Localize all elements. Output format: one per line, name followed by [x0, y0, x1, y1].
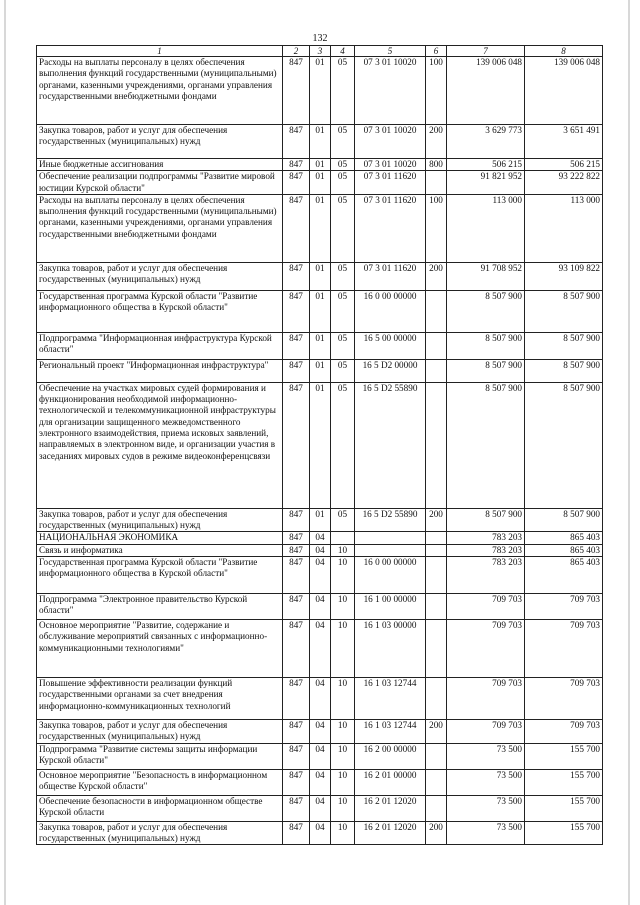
column-number-row	[37, 46, 603, 57]
cell-vr: 100	[426, 194, 447, 262]
cell-sum2: 8 507 900	[525, 382, 603, 508]
cell-ved: 847	[283, 557, 310, 594]
cell-sum2: 8 507 900	[525, 508, 603, 532]
cell-csr: 16 2 00 00000	[355, 743, 426, 769]
cell-ved: 847	[283, 720, 310, 744]
cell-csr: 16 5 D2 55890	[355, 382, 426, 508]
cell-sum2: 506 215	[525, 159, 603, 171]
table-row	[37, 290, 603, 332]
cell-pr: 05	[331, 290, 355, 332]
table-row	[37, 620, 603, 678]
cell-ved: 847	[283, 508, 310, 532]
cell-ved: 847	[283, 544, 310, 556]
cell-rz: 04	[310, 821, 331, 845]
cell-pr: 05	[331, 125, 355, 159]
cell-name: Подпрограмма "Информационная инфраструктура Курской области"	[37, 332, 283, 359]
cell-pr: 10	[331, 557, 355, 594]
table-row	[37, 720, 603, 744]
cell-sum1: 3 629 773	[447, 125, 525, 159]
cell-vr	[426, 743, 447, 769]
table-row	[37, 821, 603, 845]
cell-csr: 07 3 01 11620	[355, 171, 426, 195]
cell-vr	[426, 557, 447, 594]
table-row	[37, 359, 603, 382]
cell-sum2: 93 222 822	[525, 171, 603, 195]
cell-vr: 200	[426, 125, 447, 159]
right-scan-edge	[628, 0, 630, 905]
cell-ved: 847	[283, 678, 310, 720]
cell-name: Повышение эффективности реализации функций государственными органами за счет внедрения информационно-коммуникационных технологий	[37, 678, 283, 720]
cell-rz: 04	[310, 620, 331, 678]
cell-csr	[355, 544, 426, 556]
table-body	[37, 57, 603, 845]
cell-csr	[355, 532, 426, 544]
cell-pr: 05	[331, 194, 355, 262]
cell-sum1: 113 000	[447, 194, 525, 262]
cell-rz: 01	[310, 290, 331, 332]
col-header: 5	[355, 46, 426, 57]
cell-name: Государственная программа Курской области "Развитие информационного общества в Курской области"	[37, 290, 283, 332]
cell-rz: 04	[310, 769, 331, 795]
cell-csr: 16 5 D2 00000	[355, 359, 426, 382]
col-header: 7	[447, 46, 525, 57]
cell-csr: 07 3 01 10020	[355, 57, 426, 125]
cell-pr: 05	[331, 171, 355, 195]
cell-pr: 05	[331, 359, 355, 382]
cell-vr	[426, 795, 447, 821]
col-header: 4	[331, 46, 355, 57]
cell-name: Связь и информатика	[37, 544, 283, 556]
cell-sum1: 709 703	[447, 594, 525, 620]
cell-pr: 05	[331, 57, 355, 125]
cell-rz: 01	[310, 194, 331, 262]
cell-pr: 05	[331, 382, 355, 508]
cell-ved: 847	[283, 821, 310, 845]
cell-rz: 01	[310, 262, 331, 290]
cell-rz: 01	[310, 508, 331, 532]
cell-csr: 16 1 03 12744	[355, 720, 426, 744]
cell-name: Закупка товаров, работ и услуг для обеспечения государственных (муниципальных) нужд	[37, 508, 283, 532]
cell-sum2: 155 700	[525, 743, 603, 769]
table-row	[37, 594, 603, 620]
cell-sum2: 709 703	[525, 720, 603, 744]
table-row	[37, 557, 603, 594]
table-row	[37, 57, 603, 125]
cell-sum1: 506 215	[447, 159, 525, 171]
table-row	[37, 544, 603, 556]
cell-ved: 847	[283, 359, 310, 382]
cell-sum1: 8 507 900	[447, 332, 525, 359]
cell-name: Закупка товаров, работ и услуг для обеспечения государственных (муниципальных) нужд	[37, 125, 283, 159]
cell-csr: 07 3 01 10020	[355, 159, 426, 171]
cell-sum2: 8 507 900	[525, 290, 603, 332]
cell-sum1: 8 507 900	[447, 382, 525, 508]
cell-pr: 10	[331, 821, 355, 845]
cell-pr: 10	[331, 620, 355, 678]
left-scan-edge	[4, 0, 6, 905]
cell-ved: 847	[283, 620, 310, 678]
cell-ved: 847	[283, 332, 310, 359]
cell-sum2: 93 109 822	[525, 262, 603, 290]
cell-vr	[426, 532, 447, 544]
cell-name: Подпрограмма "Развитие системы защиты информации Курской области"	[37, 743, 283, 769]
table-row	[37, 743, 603, 769]
cell-vr: 800	[426, 159, 447, 171]
cell-csr: 07 3 01 11620	[355, 262, 426, 290]
cell-vr	[426, 678, 447, 720]
cell-sum2: 155 700	[525, 795, 603, 821]
cell-name: Закупка товаров, работ и услуг для обеспечения государственных (муниципальных) нужд	[37, 720, 283, 744]
table-row	[37, 159, 603, 171]
cell-sum1: 91 821 952	[447, 171, 525, 195]
cell-sum1: 709 703	[447, 720, 525, 744]
cell-pr: 05	[331, 332, 355, 359]
cell-sum2: 139 006 048	[525, 57, 603, 125]
cell-sum1: 91 708 952	[447, 262, 525, 290]
cell-ved: 847	[283, 795, 310, 821]
cell-pr: 10	[331, 544, 355, 556]
cell-sum2: 113 000	[525, 194, 603, 262]
table-row	[37, 532, 603, 544]
cell-rz: 01	[310, 171, 331, 195]
cell-name: Расходы на выплаты персоналу в целях обеспечения выполнения функций государственными (муниципальными) органами, казенными учреждениями, органами управления государственными внебюджетными фондами	[37, 57, 283, 125]
cell-sum2: 8 507 900	[525, 359, 603, 382]
cell-vr	[426, 769, 447, 795]
cell-pr: 05	[331, 159, 355, 171]
cell-sum1: 8 507 900	[447, 508, 525, 532]
cell-name: Иные бюджетные ассигнования	[37, 159, 283, 171]
cell-ved: 847	[283, 290, 310, 332]
cell-ved: 847	[283, 194, 310, 262]
cell-rz: 01	[310, 332, 331, 359]
cell-csr: 16 1 03 12744	[355, 678, 426, 720]
cell-name: Региональный проект "Информационная инфраструктура"	[37, 359, 283, 382]
cell-ved: 847	[283, 769, 310, 795]
col-header: 2	[283, 46, 310, 57]
budget-table	[36, 45, 603, 845]
cell-sum2: 709 703	[525, 678, 603, 720]
cell-vr	[426, 382, 447, 508]
cell-pr: 10	[331, 743, 355, 769]
cell-sum2: 155 700	[525, 769, 603, 795]
cell-vr: 200	[426, 262, 447, 290]
cell-pr: 05	[331, 262, 355, 290]
cell-sum1: 139 006 048	[447, 57, 525, 125]
col-header: 3	[310, 46, 331, 57]
table-row	[37, 769, 603, 795]
cell-name: Обеспечение на участках мировых судей формирования и функционирования необходимой информационно-технологической и телекоммуникационной инфраструктуры для организации защищенного межведомственного электронного взаимодействия, приема исковых заявлений, направляемых в электронном виде, и организации участия в заседаниях мировых судов в режиме видеоконференцсвязи	[37, 382, 283, 508]
table-row	[37, 795, 603, 821]
col-header: 1	[37, 46, 283, 57]
page-number: 132	[312, 33, 328, 44]
table-row	[37, 382, 603, 508]
cell-name: Подпрограмма "Электронное правительство Курской области"	[37, 594, 283, 620]
cell-sum2: 8 507 900	[525, 332, 603, 359]
table-row	[37, 125, 603, 159]
table-row	[37, 508, 603, 532]
table-row	[37, 194, 603, 262]
cell-name: Обеспечение безопасности в информационном обществе Курской области	[37, 795, 283, 821]
cell-ved: 847	[283, 262, 310, 290]
cell-csr: 07 3 01 11620	[355, 194, 426, 262]
table-row	[37, 332, 603, 359]
cell-sum1: 73 500	[447, 821, 525, 845]
cell-sum1: 73 500	[447, 743, 525, 769]
cell-rz: 04	[310, 795, 331, 821]
cell-pr: 10	[331, 769, 355, 795]
cell-name: Закупка товаров, работ и услуг для обеспечения государственных (муниципальных) нужд	[37, 821, 283, 845]
cell-csr: 16 0 00 00000	[355, 557, 426, 594]
cell-name: Расходы на выплаты персоналу в целях обеспечения выполнения функций государственными (муниципальными) органами, казенными учреждениями, органами управления государственными внебюджетными фондами	[37, 194, 283, 262]
cell-name: НАЦИОНАЛЬНАЯ ЭКОНОМИКА	[37, 532, 283, 544]
table-row	[37, 678, 603, 720]
cell-sum1: 709 703	[447, 678, 525, 720]
cell-vr	[426, 359, 447, 382]
cell-csr: 16 5 D2 55890	[355, 508, 426, 532]
table-row	[37, 262, 603, 290]
cell-rz: 01	[310, 382, 331, 508]
cell-rz: 04	[310, 532, 331, 544]
cell-rz: 04	[310, 594, 331, 620]
cell-ved: 847	[283, 532, 310, 544]
cell-sum1: 73 500	[447, 795, 525, 821]
cell-csr: 16 1 00 00000	[355, 594, 426, 620]
cell-sum1: 783 203	[447, 557, 525, 594]
cell-sum1: 783 203	[447, 544, 525, 556]
cell-csr: 07 3 01 10020	[355, 125, 426, 159]
cell-rz: 04	[310, 678, 331, 720]
cell-vr	[426, 290, 447, 332]
cell-vr: 200	[426, 508, 447, 532]
cell-ved: 847	[283, 743, 310, 769]
cell-rz: 04	[310, 557, 331, 594]
cell-vr: 200	[426, 720, 447, 744]
cell-vr	[426, 332, 447, 359]
cell-ved: 847	[283, 159, 310, 171]
col-header: 6	[426, 46, 447, 57]
cell-pr: 10	[331, 594, 355, 620]
cell-ved: 847	[283, 171, 310, 195]
cell-rz: 04	[310, 743, 331, 769]
cell-csr: 16 2 01 12020	[355, 821, 426, 845]
cell-rz: 01	[310, 359, 331, 382]
cell-ved: 847	[283, 594, 310, 620]
cell-vr	[426, 544, 447, 556]
cell-ved: 847	[283, 57, 310, 125]
cell-name: Обеспечение реализации подпрограммы "Развитие мировой юстиции Курской области"	[37, 171, 283, 195]
cell-ved: 847	[283, 382, 310, 508]
cell-sum1: 783 203	[447, 532, 525, 544]
cell-vr	[426, 171, 447, 195]
cell-csr: 16 0 00 00000	[355, 290, 426, 332]
cell-rz: 04	[310, 544, 331, 556]
cell-csr: 16 1 03 00000	[355, 620, 426, 678]
table-row	[37, 171, 603, 195]
cell-sum2: 709 703	[525, 594, 603, 620]
cell-vr	[426, 620, 447, 678]
cell-sum2: 865 403	[525, 544, 603, 556]
cell-vr: 100	[426, 57, 447, 125]
cell-vr	[426, 594, 447, 620]
cell-ved: 847	[283, 125, 310, 159]
cell-rz: 01	[310, 125, 331, 159]
cell-name: Основное мероприятие "Безопасность в информационном обществе Курской области"	[37, 769, 283, 795]
cell-sum2: 865 403	[525, 532, 603, 544]
cell-csr: 16 2 01 12020	[355, 795, 426, 821]
cell-sum2: 3 651 491	[525, 125, 603, 159]
cell-pr: 10	[331, 678, 355, 720]
cell-name: Основное мероприятие "Развитие, содержание и обслуживание мероприятий связанных с информационно-коммуникационными технологиями"	[37, 620, 283, 678]
cell-sum1: 8 507 900	[447, 359, 525, 382]
cell-sum1: 73 500	[447, 769, 525, 795]
cell-sum2: 709 703	[525, 620, 603, 678]
cell-name: Закупка товаров, работ и услуг для обеспечения государственных (муниципальных) нужд	[37, 262, 283, 290]
cell-rz: 04	[310, 720, 331, 744]
cell-csr: 16 2 01 00000	[355, 769, 426, 795]
cell-pr: 05	[331, 508, 355, 532]
cell-sum2: 155 700	[525, 821, 603, 845]
cell-pr: 10	[331, 720, 355, 744]
cell-pr	[331, 532, 355, 544]
cell-name: Государственная программа Курской области "Развитие информационного общества в Курской области"	[37, 557, 283, 594]
col-header: 8	[525, 46, 603, 57]
cell-rz: 01	[310, 57, 331, 125]
cell-sum1: 709 703	[447, 620, 525, 678]
cell-sum2: 865 403	[525, 557, 603, 594]
cell-sum1: 8 507 900	[447, 290, 525, 332]
cell-pr: 10	[331, 795, 355, 821]
cell-csr: 16 5 00 00000	[355, 332, 426, 359]
cell-vr: 200	[426, 821, 447, 845]
cell-rz: 01	[310, 159, 331, 171]
